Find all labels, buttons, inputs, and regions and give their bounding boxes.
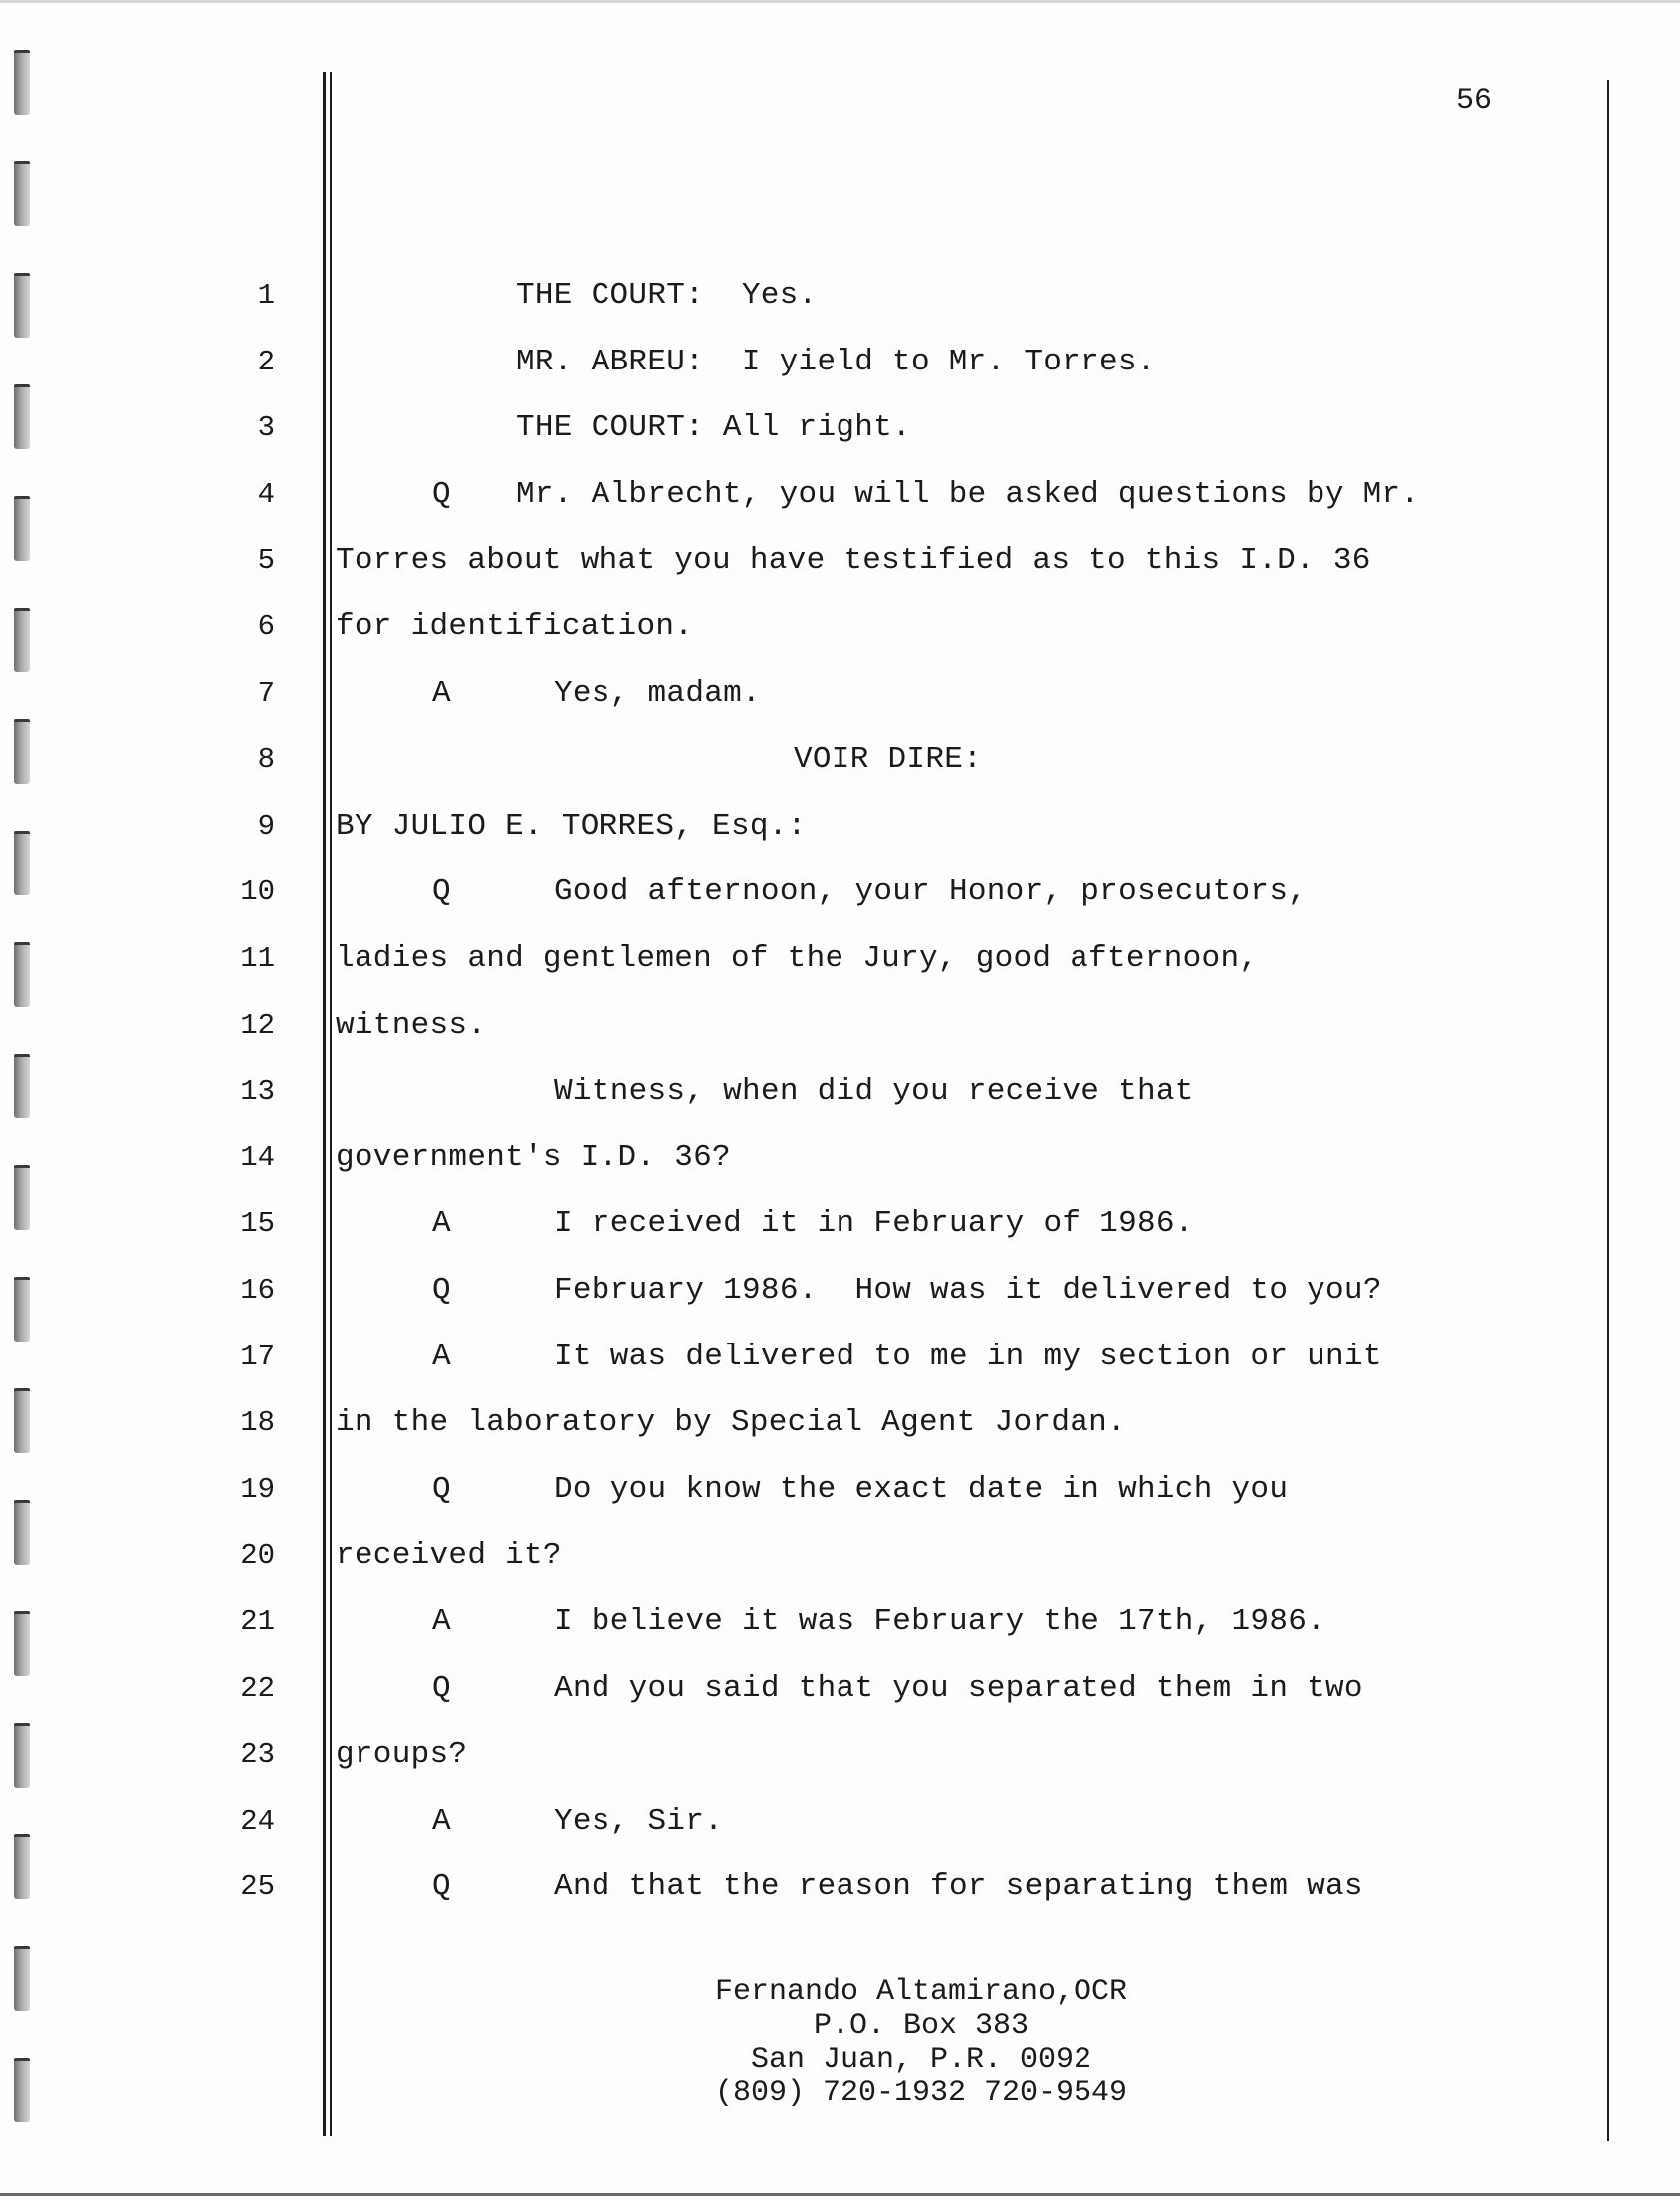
page-top-edge [0, 0, 1680, 3]
punch-hole [14, 1946, 30, 2011]
left-margin-rule-inner [330, 72, 332, 2136]
transcript-line: in the laboratory by Special Agent Jordan. [336, 1405, 1126, 1440]
qa-marker: A [432, 1340, 451, 1374]
punch-hole [14, 1054, 30, 1118]
transcript-line: THE COURT: All right. [516, 410, 911, 445]
line-number: 10 [240, 875, 275, 908]
line-number: 20 [240, 1539, 275, 1572]
punch-hole [14, 1388, 30, 1453]
right-margin-rule [1607, 80, 1609, 2141]
line-number: 11 [240, 942, 275, 975]
qa-marker: A [432, 1804, 451, 1838]
punch-hole [14, 273, 30, 338]
transcript-line: groups? [336, 1737, 468, 1772]
line-number: 8 [257, 743, 275, 776]
transcript-line: THE COURT: Yes. [516, 278, 818, 313]
line-number: 22 [240, 1672, 275, 1705]
page-bottom-edge [0, 2193, 1680, 2196]
transcript-line: Witness, when did you receive that [554, 1074, 1194, 1108]
line-number: 13 [240, 1075, 275, 1107]
punch-hole [14, 942, 30, 1007]
transcript-line: And that the reason for separating them was [554, 1869, 1363, 1904]
transcript-line: BY JULIO E. TORRES, Esq.: [336, 809, 807, 844]
qa-marker: A [432, 1206, 451, 1241]
line-number: 3 [257, 411, 275, 444]
line-number: 23 [240, 1738, 275, 1771]
qa-marker: A [432, 676, 451, 711]
line-number: 21 [240, 1605, 275, 1638]
line-number: 2 [257, 346, 275, 378]
transcript-line: Mr. Albrecht, you will be asked questions by Mr. [516, 477, 1420, 512]
line-number: 6 [257, 611, 275, 643]
reporter-city: San Juan, P.R. 0092 [750, 2043, 1092, 2077]
binder-punch-holes [14, 50, 36, 2151]
transcript-line: received it? [336, 1538, 562, 1573]
punch-hole [14, 719, 30, 784]
transcript-line: Yes, Sir. [554, 1804, 724, 1838]
qa-marker: Q [432, 1472, 451, 1507]
line-number: 14 [240, 1141, 275, 1174]
line-number: 17 [240, 1341, 275, 1373]
transcript-line: And you said that you separated them in two [554, 1671, 1363, 1706]
transcript-line: for identification. [336, 610, 694, 644]
line-number: 18 [240, 1406, 275, 1439]
left-margin-rule [323, 72, 326, 2136]
transcript-line: Good afternoon, your Honor, prosecutors, [554, 874, 1308, 909]
transcript-line: MR. ABREU: I yield to Mr. Torres. [516, 345, 1156, 379]
transcript-line: ladies and gentlemen of the Jury, good afternoon, [336, 941, 1259, 976]
punch-hole [14, 1611, 30, 1676]
reporter-phone: (809) 720-1932 720-9549 [714, 2077, 1128, 2110]
qa-marker: Q [432, 874, 451, 909]
punch-hole [14, 384, 30, 449]
punch-hole [14, 1165, 30, 1230]
line-number: 4 [257, 478, 275, 511]
punch-hole [14, 1723, 30, 1788]
reporter-name: Fernando Altamirano,OCR [714, 1975, 1128, 2009]
line-number: 16 [240, 1274, 275, 1307]
line-number: 24 [240, 1805, 275, 1837]
reporter-address: P.O. Box 383 [813, 2009, 1030, 2043]
punch-hole [14, 161, 30, 226]
punch-hole [14, 608, 30, 672]
transcript-line: February 1986. How was it delivered to you? [554, 1273, 1382, 1308]
transcript-line: Yes, madam. [554, 676, 761, 711]
transcript-line: Do you know the exact date in which you [554, 1472, 1289, 1507]
line-number: 12 [240, 1009, 275, 1042]
transcript-line: witness. [336, 1008, 487, 1043]
transcript-line: Torres about what you have testified as to this I.D. 36 [336, 543, 1371, 578]
qa-marker: Q [432, 477, 451, 512]
punch-hole [14, 831, 30, 895]
qa-marker: A [432, 1604, 451, 1639]
punch-hole [14, 496, 30, 561]
reporter-footer [538, 1975, 1305, 2110]
transcript-line: government's I.D. 36? [336, 1140, 731, 1175]
transcript-line: I received it in February of 1986. [554, 1206, 1194, 1241]
transcript-line: It was delivered to me in my section or unit [554, 1340, 1382, 1374]
punch-hole [14, 1500, 30, 1565]
transcript-line: I believe it was February the 17th, 1986. [554, 1604, 1326, 1639]
line-number: 1 [257, 279, 275, 312]
line-number: 25 [240, 1870, 275, 1903]
punch-hole [14, 2058, 30, 2122]
punch-hole [14, 1834, 30, 1899]
page-number: 56 [1456, 84, 1493, 118]
qa-marker: Q [432, 1869, 451, 1904]
line-number: 5 [257, 544, 275, 577]
punch-hole [14, 1277, 30, 1342]
line-number: 15 [240, 1207, 275, 1240]
line-number: 9 [257, 810, 275, 843]
transcript-line: VOIR DIRE: [794, 742, 983, 777]
qa-marker: Q [432, 1273, 451, 1308]
punch-hole [14, 50, 30, 115]
line-number: 7 [257, 677, 275, 710]
line-number: 19 [240, 1473, 275, 1506]
qa-marker: Q [432, 1671, 451, 1706]
